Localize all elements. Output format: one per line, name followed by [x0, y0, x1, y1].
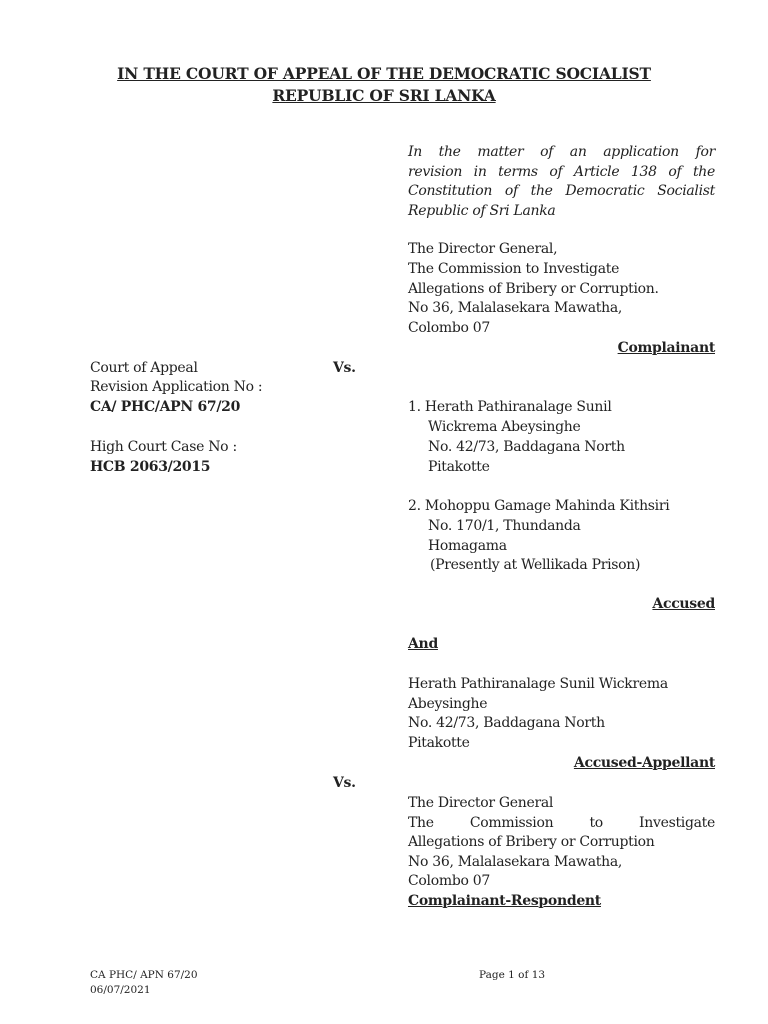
matter-line: In the matter of an application for — [408, 144, 715, 160]
respondent-line: The Commission to Investigate — [408, 815, 715, 831]
accused-label: Accused — [652, 596, 715, 612]
accused-1-line: Wickrema Abeysinghe — [428, 419, 581, 435]
matter-line: revision in terms of Article 138 of the — [408, 164, 715, 180]
matter-line: Constitution of the Democratic Socialist — [408, 183, 715, 199]
complainant-label: Complainant — [617, 340, 715, 356]
vs-label: Vs. — [333, 775, 356, 791]
complainant-address-line: The Director General, — [408, 241, 558, 257]
complainant-address-line: No 36, Malalasekara Mawatha, — [408, 300, 623, 316]
footer-date: 06/07/2021 — [90, 984, 151, 996]
matter-line: Republic of Sri Lanka — [408, 203, 556, 219]
accused-1-line: Pitakotte — [428, 459, 490, 475]
appellant-line: Abeysinghe — [408, 696, 488, 712]
revision-label: Revision Application No : — [90, 379, 263, 395]
court-label: Court of Appeal — [90, 360, 198, 376]
appellant-label: Accused-Appellant — [573, 755, 715, 771]
court-title-line-2: REPUBLIC OF SRI LANKA — [272, 86, 496, 105]
complainant-address-line: The Commission to Investigate — [408, 261, 620, 277]
appellant-line: Herath Pathiranalage Sunil Wickrema — [408, 676, 668, 692]
footer-page-number: Page 1 of 13 — [479, 969, 546, 981]
respondent-line: Allegations of Bribery or Corruption — [408, 834, 655, 850]
vs-label: Vs. — [333, 360, 356, 376]
accused-2-line: 2. Mohoppu Gamage Mahinda Kithsiri — [408, 498, 670, 514]
complainant-address-line: Colombo 07 — [408, 320, 490, 336]
revision-number: CA/ PHC/APN 67/20 — [90, 399, 241, 415]
accused-2-line: (Presently at Wellikada Prison) — [430, 557, 641, 573]
respondent-line: No 36, Malalasekara Mawatha, — [408, 854, 623, 870]
respondent-line: The Director General — [408, 795, 554, 811]
appellant-line: Pitakotte — [408, 735, 470, 751]
high-court-label: High Court Case No : — [90, 439, 237, 455]
complainant-address-line: Allegations of Bribery or Corruption. — [408, 281, 659, 297]
accused-1-line: No. 42/73, Baddagana North — [428, 439, 625, 455]
accused-2-line: Homagama — [428, 538, 507, 554]
respondent-line: Colombo 07 — [408, 873, 490, 889]
footer-case-number: CA PHC/ APN 67/20 — [90, 969, 198, 981]
appellant-line: No. 42/73, Baddagana North — [408, 715, 605, 731]
respondent-label: Complainant-Respondent — [408, 893, 601, 909]
accused-1-line: 1. Herath Pathiranalage Sunil — [408, 399, 612, 415]
court-title-line-1: IN THE COURT OF APPEAL OF THE DEMOCRATIC SOCIALIST — [117, 64, 651, 83]
accused-2-line: No. 170/1, Thundanda — [428, 518, 581, 534]
high-court-number: HCB 2063/2015 — [90, 459, 211, 475]
and-label: And — [408, 636, 438, 652]
